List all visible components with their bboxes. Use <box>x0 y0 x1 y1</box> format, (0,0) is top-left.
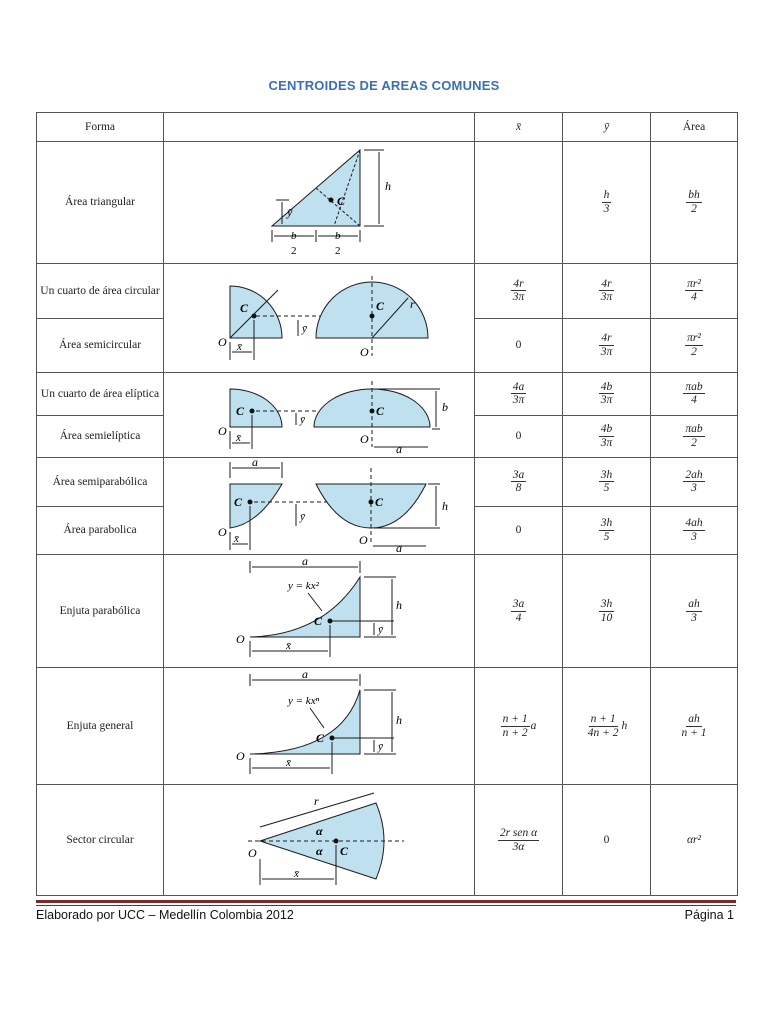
shape-name: Enjuta parabólica <box>37 555 164 668</box>
ybar-cell <box>563 142 651 264</box>
page-title: CENTROIDES DE AREAS COMUNES <box>268 78 500 93</box>
table-row <box>37 458 738 507</box>
label-c: C <box>240 301 249 315</box>
table-row <box>37 555 738 668</box>
centroid-table <box>36 112 738 896</box>
xbar-den: 3α <box>512 840 525 853</box>
xbar-cell <box>475 264 563 319</box>
xbar-value: 0 <box>515 524 522 537</box>
label-b: b <box>442 400 448 414</box>
ybar-den: 3π <box>600 291 613 304</box>
label-alpha: α <box>316 824 323 838</box>
shape-name: Enjuta general <box>37 668 164 785</box>
area-den: 4 <box>691 291 697 304</box>
label-ybar: ȳ <box>300 414 305 426</box>
label-c: C <box>340 844 349 858</box>
label-o: O <box>360 432 369 446</box>
area-cell <box>651 318 738 373</box>
ybar-num: 3h <box>600 468 613 481</box>
label-o: O <box>248 846 257 860</box>
shape-name: Área triangular <box>37 142 164 264</box>
label-a: a <box>252 458 258 469</box>
label-r: r <box>314 794 319 808</box>
figure-cell <box>164 785 475 896</box>
figure-cell <box>164 373 475 458</box>
label-o: O <box>218 335 227 349</box>
area-cell <box>651 458 738 507</box>
sector-figure <box>164 785 474 895</box>
ybar-den: 5 <box>603 530 610 543</box>
label-b: b <box>291 230 297 242</box>
ybar-num: 4r <box>601 277 612 290</box>
shape-name: Sector circular <box>37 785 164 896</box>
xbar-value: 0 <box>515 430 522 443</box>
figure-cell <box>164 458 475 555</box>
label-a: a <box>302 668 308 681</box>
centroid-dot <box>334 839 339 844</box>
label-h: h <box>396 713 402 727</box>
table-row <box>37 785 738 896</box>
ybar-den: 3π <box>600 436 613 449</box>
ybar-den: 3π <box>600 345 613 358</box>
area-num: bh <box>688 189 700 202</box>
label-h: h <box>385 179 391 193</box>
ybar-den: 3π <box>600 394 613 407</box>
ybar-num: 4r <box>601 332 612 345</box>
area-cell <box>651 142 738 264</box>
label-two: 2 <box>335 245 341 257</box>
area-den: 3 <box>691 482 697 495</box>
footer-credit: Elaborado por UCC – Medellín Colombia 2012 <box>36 908 294 922</box>
area-num: ah <box>688 712 700 725</box>
label-c: C <box>234 495 243 509</box>
ellipse-figure <box>164 373 474 457</box>
ybar-num: n + 1 <box>590 712 616 725</box>
circle-figure <box>164 264 474 372</box>
ybar-cell <box>563 785 651 896</box>
label-a: a <box>396 442 402 456</box>
label-two: 2 <box>291 245 297 257</box>
label-c: C <box>376 299 385 313</box>
label-ybar: ȳ <box>302 323 307 335</box>
label-ybar: ȳ <box>378 741 383 753</box>
label-xbar: x̄ <box>294 868 299 880</box>
label-eq: y = kxⁿ <box>288 695 320 707</box>
label-b: b <box>335 230 341 242</box>
xbar-den: 3π <box>512 291 525 304</box>
area-num: πab <box>685 380 703 393</box>
ybar-cell <box>563 458 651 507</box>
ybar-num: 4b <box>600 380 613 393</box>
ybar-num: h <box>603 189 610 202</box>
area-cell <box>651 506 738 555</box>
centroid-dot <box>328 619 333 624</box>
centroid-dot <box>369 500 374 505</box>
label-o: O <box>360 345 369 359</box>
area-num: ah <box>688 597 700 610</box>
label-h: h <box>442 499 448 513</box>
label-xbar: x̄ <box>234 533 239 545</box>
table-row <box>37 142 738 264</box>
area-cell <box>651 555 738 668</box>
page-number: Página 1 <box>684 908 734 922</box>
ybar-cell <box>563 264 651 319</box>
shape-name: Área parabolica <box>37 506 164 555</box>
label-c: C <box>236 404 245 418</box>
xbar-num: 3a <box>512 468 525 481</box>
table-row <box>37 373 738 416</box>
centroid-dot <box>330 736 335 741</box>
label-c: C <box>375 495 384 509</box>
label-a: a <box>302 555 308 568</box>
ybar-cell <box>563 415 651 458</box>
header-figure <box>164 113 475 142</box>
label-o: O <box>236 749 245 763</box>
area-den: 2 <box>691 345 697 358</box>
label-xbar: x̄ <box>286 757 291 769</box>
xbar-den: 4 <box>515 611 522 624</box>
area-cell <box>651 668 738 785</box>
semi-ellipse-shape <box>314 389 430 427</box>
xbar-cell <box>475 373 563 416</box>
header-xbar: x̄ <box>475 113 563 142</box>
area-num: 4ah <box>685 517 703 530</box>
area-den: 4 <box>691 394 697 407</box>
xbar-value: 0 <box>515 339 522 352</box>
area-den: n + 1 <box>681 726 707 739</box>
ybar-cell <box>563 373 651 416</box>
shape-name: Un cuarto de área elíptica <box>37 373 164 416</box>
label-xbar: x̄ <box>237 341 242 353</box>
area-num: πab <box>685 423 703 436</box>
xbar-cell <box>475 785 563 896</box>
ybar-num: 3h <box>600 517 613 530</box>
ybar-cell <box>563 318 651 373</box>
area-value: αr² <box>687 834 701 846</box>
xbar-num: 3a <box>512 597 525 610</box>
ybar-num: 3h <box>600 597 613 610</box>
figure-cell <box>164 555 475 668</box>
label-ybar: ȳ <box>287 205 293 219</box>
ybar-value: 0 <box>603 834 610 846</box>
ybar-num: 4b <box>600 423 613 436</box>
xbar-num: n + 1 <box>502 712 528 725</box>
general-spandrel-figure <box>164 668 474 784</box>
xbar-cell <box>475 668 563 785</box>
ybar-den: 4n + 2 <box>587 726 619 739</box>
xbar-num: 4r <box>513 277 524 290</box>
label-o: O <box>236 632 245 646</box>
figure-cell <box>164 264 475 373</box>
area-den: 3 <box>691 530 697 543</box>
area-den: 2 <box>691 436 697 449</box>
label-alpha: α <box>316 844 323 858</box>
centroid-dot <box>329 198 334 203</box>
ybar-den: 5 <box>603 482 610 495</box>
xbar-den: 3π <box>512 394 525 407</box>
ybar-den: 3 <box>603 203 610 215</box>
area-cell <box>651 785 738 896</box>
xbar-cell <box>475 142 563 264</box>
spandrel-figure <box>164 555 474 667</box>
area-cell <box>651 264 738 319</box>
xbar-cell <box>475 415 563 458</box>
label-a: a <box>396 541 402 554</box>
xbar-cell <box>475 318 563 373</box>
area-num: πr² <box>687 332 701 345</box>
triangle-figure <box>164 142 474 263</box>
label-xbar: x̄ <box>286 640 291 652</box>
shape-name: Área semicircular <box>37 318 164 373</box>
leader-line <box>308 593 322 611</box>
ybar-cell <box>563 668 651 785</box>
label-c: C <box>316 731 325 745</box>
label-c: C <box>337 194 346 208</box>
shape-name: Un cuarto de área circular <box>37 264 164 319</box>
xbar-cell <box>475 458 563 507</box>
xbar-num: 4a <box>512 380 525 393</box>
area-den: 2 <box>691 203 697 215</box>
ybar-den: 10 <box>600 611 613 624</box>
xbar-suffix: a <box>530 720 537 732</box>
footer-rule <box>36 900 736 903</box>
centroid-dot <box>370 314 375 319</box>
centroid-dot <box>250 409 255 414</box>
leader-line <box>310 708 324 728</box>
shape-name: Área semiparabólica <box>37 458 164 507</box>
label-eq: y = kx² <box>288 580 319 592</box>
xbar-den: n + 2 <box>502 726 528 739</box>
header-ybar: ȳ <box>563 113 651 142</box>
label-r: r <box>410 297 415 311</box>
area-num: 2ah <box>685 468 703 481</box>
table-row <box>37 264 738 319</box>
label-c: C <box>314 614 323 628</box>
area-cell <box>651 373 738 416</box>
label-ybar: ȳ <box>378 624 383 636</box>
area-den: 3 <box>691 611 697 624</box>
centroid-dot <box>370 409 375 414</box>
label-o: O <box>218 525 227 539</box>
label-o: O <box>359 533 368 547</box>
ybar-suffix: h <box>621 720 628 732</box>
centroid-dot <box>252 314 257 319</box>
label-c: C <box>376 404 385 418</box>
shape-name: Área semielíptica <box>37 415 164 458</box>
centroid-dot <box>248 500 253 505</box>
label-xbar: x̄ <box>236 432 241 444</box>
xbar-cell <box>475 555 563 668</box>
xbar-num: 2r sen α <box>499 826 538 839</box>
header-area: Área <box>651 113 738 142</box>
figure-cell <box>164 668 475 785</box>
label-o: O <box>218 424 227 438</box>
footer-rule <box>36 905 736 906</box>
xbar-cell <box>475 506 563 555</box>
ybar-cell <box>563 506 651 555</box>
label-ybar: ȳ <box>300 511 305 523</box>
table-row <box>37 668 738 785</box>
area-num: πr² <box>687 277 701 290</box>
figure-cell <box>164 142 475 264</box>
label-h: h <box>396 598 402 612</box>
header-forma: Forma <box>37 113 164 142</box>
xbar-den: 8 <box>515 482 522 495</box>
parabola-figure <box>164 458 474 554</box>
ybar-cell <box>563 555 651 668</box>
header-row <box>37 113 738 142</box>
area-cell <box>651 415 738 458</box>
